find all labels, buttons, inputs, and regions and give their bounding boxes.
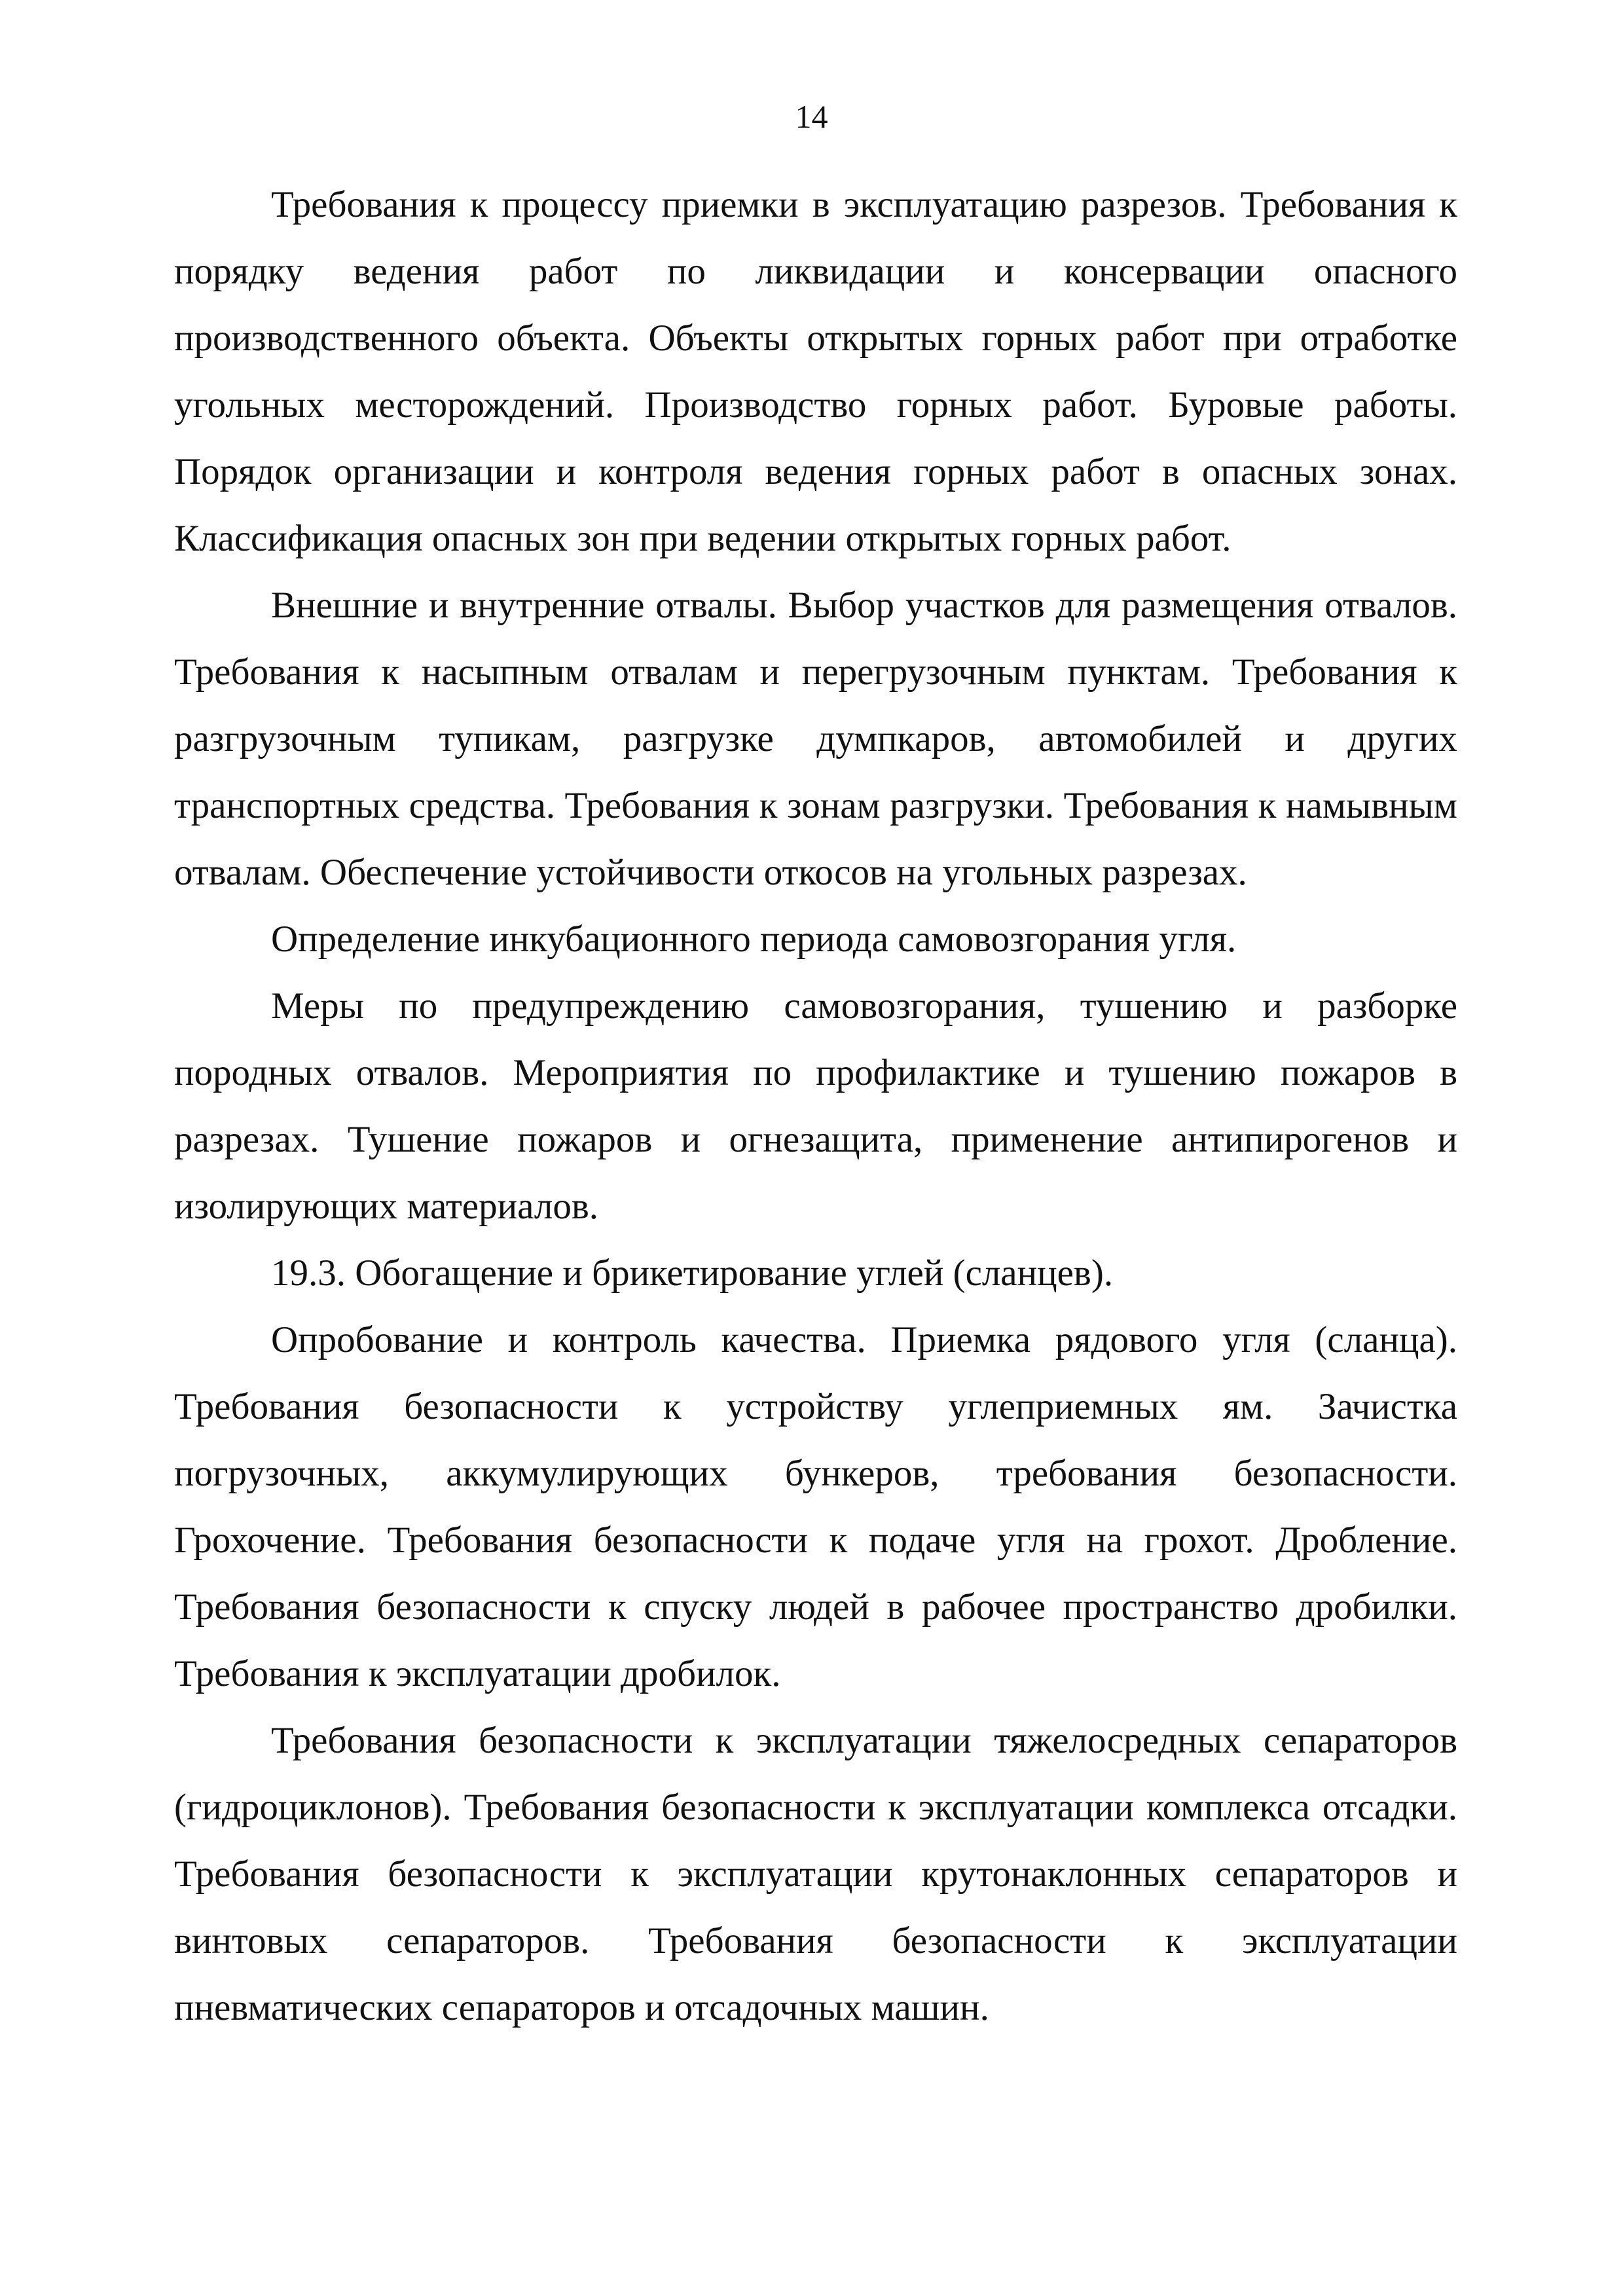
- paragraph-separators: Требования безопасности к эксплуатации тяжелосредных сепараторов (гидроциклонов). Требования безопасности к эксплуатации комплекса отсадки. Требования безопасности к эксплуатации крутонаклонных сепараторов и винтовых сепараторов. Требования безопасности к эксплуатации пневматических сепараторов и отсадочных машин.: [174, 1720, 1457, 2028]
- paragraph-open-pit-requirements: Требования к процессу приемки в эксплуатацию разрезов. Требования к порядку ведения работ по ликвидации и консервации опасного производственного объекта. Объекты открытых горных работ при отработке угольных месторождений. Производство горных работ. Буровые работы. Порядок организации и контроля ведения горных работ в опасных зонах. Классификация опасных зон при ведении открытых горных работ.: [174, 184, 1457, 559]
- paragraph-sampling-quality: Опробование и контроль качества. Приемка рядового угля (сланца). Требования безопасности к устройству углеприемных ям. Зачистка погрузочных, аккумулирующих бункеров, требования безопасности. Грохочение. Требования безопасности к подаче угля на грохот. Дробление. Требования безопасности к спуску людей в рабочее пространство дробилки. Требования к эксплуатации дробилок.: [174, 1319, 1457, 1694]
- body-text: [174, 172, 1457, 2041]
- paragraph-dumps: Внешние и внутренние отвалы. Выбор участков для размещения отвалов. Требования к насыпным отвалам и перегрузочным пунктам. Требования к разгрузочным тупикам, разгрузке думпкаров, автомобилей и других транспортных средства. Требования к зонам разгрузки. Требования к намывным отвалам. Обеспечение устойчивости откосов на угольных разрезах.: [174, 585, 1457, 893]
- section-heading-19-3: 19.3. Обогащение и брикетирование углей (сланцев).: [271, 1252, 1114, 1294]
- paragraph-incubation-period: Определение инкубационного периода самовозгорания угля.: [271, 919, 1237, 960]
- page-number: 14: [795, 98, 828, 135]
- paragraph-fire-prevention: Меры по предупреждению самовозгорания, тушению и разборке породных отвалов. Мероприятия по профилактике и тушению пожаров в разрезах. Тушение пожаров и огнезащита, применение антипирогенов и изолирующих материалов.: [174, 985, 1457, 1227]
